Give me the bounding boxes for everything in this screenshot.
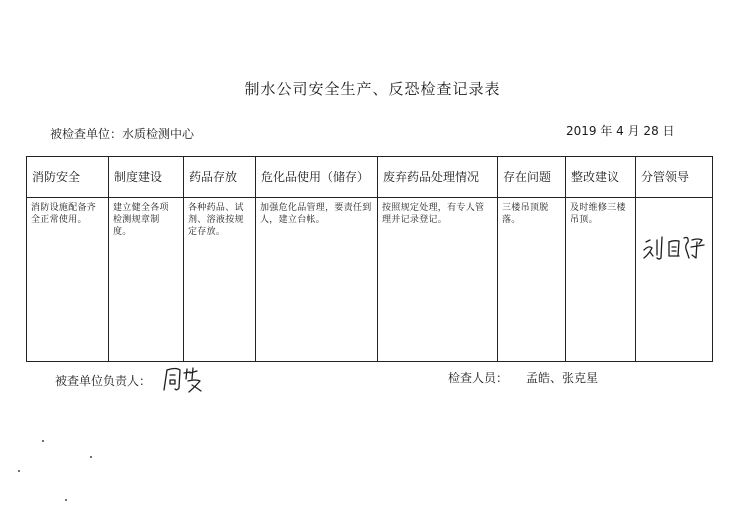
document-title: 制水公司安全生产、反恐检查记录表: [244, 80, 501, 98]
inspected-unit-value: 水质检测中心: [122, 127, 195, 141]
header-leader: 分管领导: [641, 170, 690, 184]
header-issues: 存在问题: [503, 170, 552, 184]
inspected-unit-label: 被检查单位：: [50, 127, 123, 141]
leader-signature: [640, 228, 712, 268]
responsible-person-line: [55, 372, 151, 389]
inspection-date: 2019 年 4 月 28 日: [566, 124, 675, 138]
cell-fire-safety: 消防设施配备齐全正常使用。: [31, 203, 97, 225]
cell-issues: 三楼吊顶脱落。: [502, 203, 549, 225]
header-hazardous-use: 危化品使用（储存）: [261, 170, 370, 184]
header-waste-disposal: 废弃药品处理情况: [383, 170, 480, 184]
inspectors-value: 孟皓、张克星: [526, 371, 599, 385]
scan-speck: [90, 456, 92, 458]
responsible-label: 被查单位负责人：: [55, 374, 152, 388]
cell-system-building: 建立健全各项检测规章制度。: [113, 203, 169, 237]
header-chemical-storage: 药品存放: [189, 170, 238, 184]
inspectors-label: 检查人员：: [448, 371, 509, 385]
scan-speck: [18, 470, 20, 472]
cell-waste-disposal: 按照规定处理，有专人管理并记录登记。: [382, 203, 485, 225]
cell-suggestions: 及时维修三楼吊顶。: [570, 203, 626, 225]
header-system-building: 制度建设: [114, 170, 163, 184]
header-fire-safety: 消防安全: [32, 170, 81, 184]
cell-chemical-storage: 各种药品、试剂、溶液按规定存放。: [188, 203, 244, 237]
inspectors-line: [448, 369, 598, 386]
scan-speck: [42, 440, 44, 442]
cell-hazardous-use: 加强危化品管理，要责任到人，建立台帐。: [260, 203, 372, 225]
header-suggestions: 整改建议: [571, 170, 620, 184]
inspected-unit-line: [50, 125, 194, 142]
scan-speck: [65, 499, 67, 501]
responsible-signature: [159, 360, 219, 396]
table-header-rule: [26, 197, 713, 198]
